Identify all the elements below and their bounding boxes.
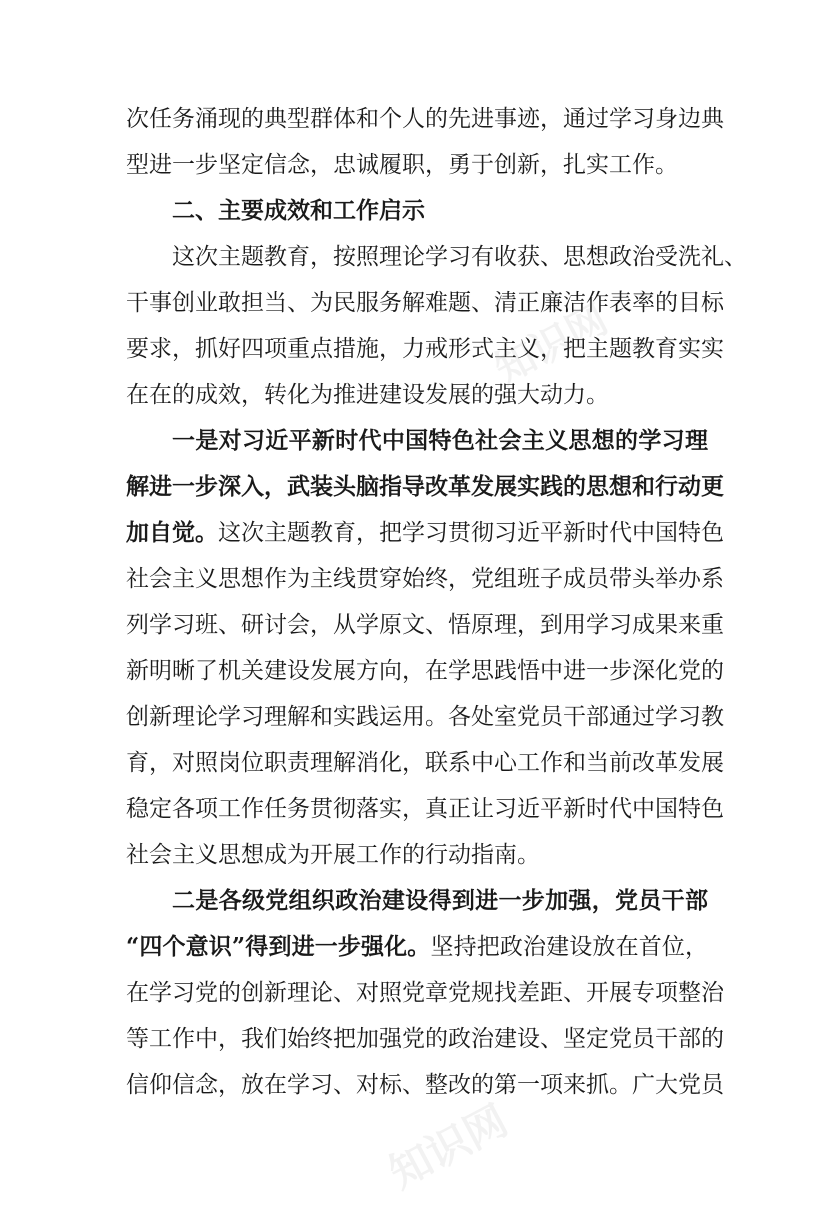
section-heading: 二、主要成效和工作启示 — [172, 197, 425, 224]
body-line: 要求，抓好四项重点措施，力戒形式主义，把主题教育实实 — [126, 336, 724, 362]
body-line: 创新理论学习理解和实践运用。各处室党员干部通过学习教 — [126, 704, 724, 730]
body-line: 次任务涌现的典型群体和个人的先进事迹，通过学习身边典 — [126, 106, 724, 132]
body-line: 列学习班、研讨会，从学原文、悟原理，到用学习成果来重 — [126, 612, 724, 638]
body-line: 社会主义思想成为开展工作的行动指南。 — [126, 842, 540, 868]
body-line: 在在的成效，转化为推进建设发展的强大动力。 — [126, 382, 609, 408]
body-line: 育，对照岗位职责理解消化，联系中心工作和当前改革发展 — [126, 750, 724, 776]
body-line: 稳定各项工作任务贯彻落实，真正让习近平新时代中国特色 — [126, 796, 724, 822]
body-line: 信仰信念，放在学习、对标、整改的第一项来抓。广大党员 — [126, 1072, 724, 1098]
body-line: 新明晰了机关建设发展方向，在学思践悟中进一步深化党的 — [126, 658, 724, 684]
bold-lead-line: 解进一步深入，武装头脑指导改革发展实践的思想和行动更 — [126, 473, 724, 500]
body-line: 在学习党的创新理论、对照党章党规找差距、开展专项整治 — [126, 980, 724, 1006]
bold-lead-line: 二是各级党组织政治建设得到进一步加强，党员干部 — [172, 887, 708, 914]
body-line: 社会主义思想作为主线贯穿始终，党组班子成员带头举办系 — [126, 566, 724, 592]
body-line: 型进一步坚定信念，忠诚履职，勇于创新，扎实工作。 — [126, 152, 678, 178]
body-fragment: 这次主题教育，把学习贯彻习近平新时代中国特色 — [218, 520, 724, 546]
watermark: 知识网 — [487, 296, 616, 394]
mixed-line — [126, 513, 724, 553]
body-line: 干事创业敢担当、为民服务解难题、清正廉洁作表率的目标 — [126, 290, 724, 316]
bold-lead-line: 一是对习近平新时代中国特色社会主义思想的学习理 — [172, 427, 708, 454]
bold-lead-fragment: “四个意识”得到进一步强化。 — [126, 933, 431, 960]
bold-lead-fragment: 加自觉。 — [126, 519, 218, 546]
watermark: 知识网 — [381, 1095, 516, 1198]
mixed-line — [126, 927, 708, 967]
body-line: 这次主题教育，按照理论学习有收获、思想政治受洗礼、 — [172, 244, 747, 270]
body-line: 等工作中，我们始终把加强党的政治建设、坚定党员干部的 — [126, 1026, 724, 1052]
body-fragment: 坚持把政治建设放在首位， — [430, 934, 708, 960]
